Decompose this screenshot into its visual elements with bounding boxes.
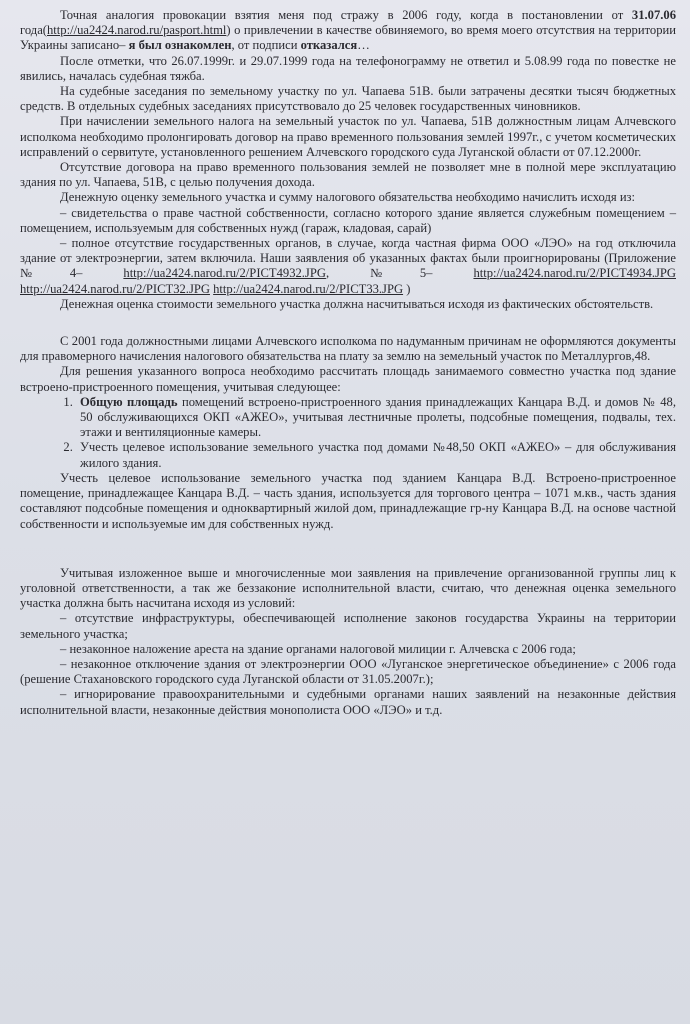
pict4934-link[interactable]: http://ua2424.narod.ru/2/PICT4934.JPG (473, 266, 676, 281)
spacer (20, 532, 676, 566)
date-bold: 31.07.06 (631, 8, 676, 22)
text: №5– (370, 266, 433, 281)
condition-item: – отсутствие инфраструктуры, обеспечивающей исполнение законов государства Украины на территории земельного участка; (20, 611, 676, 641)
text: Учесть целевое использование земельного участка под домами №48,50 ОКП «АЖЕО» – для обслуживания жилого здания. (80, 440, 676, 470)
paragraph-certificate: – свидетельства о праве частной собственности, согласно которого здание является служебным помещением – помещением, используемым для собственных нужд (гараж, кладовая, сарай) (20, 205, 676, 235)
paragraph-contract: Отсутствие договора на право временного пользования землей не позволяет мне в полной мере эксплуатацию здания по ул. Чапаева, 51В, с целью получения дохода. (20, 160, 676, 190)
text: помещений встроено-пристроенного здания принадлежащих Канцара В.Д. и домов № 48, 50 обслуживающихся ОКП «АЖЕО», учитывая лестничные пролеты, подсобные помещения, подвалы, тех. этажи и вентиляционные камеры. (80, 394, 676, 440)
pict33-link[interactable]: http://ua2424.narod.ru/2/PICT33.JPG (213, 281, 404, 296)
paragraph-valuation: Денежную оценку земельного участка и сумму налогового обязательства необходимо начислить исходя из: (60, 190, 636, 205)
text: года( (20, 23, 47, 38)
paragraph-court: На судебные заседания по земельному участку по ул. Чапаева 51В. были затрачены десятки тысяч бюджетных средств. В отдельных судебных заседаниях присутствовало до 25 человек государственных чиновников. (20, 84, 676, 114)
pict4932-link[interactable]: http://ua2424.narod.ru/2/PICT4932.JPG (123, 266, 326, 281)
list-item (76, 440, 676, 470)
text: , (325, 266, 330, 281)
paragraph-conclusion: Учитывая изложенное выше и многочисленные мои заявления на привлечение организованной группы лиц к уголовной ответственности, а так же беззаконие исполнительной власти, считаю, что денежная оценка земельного участка должна быть насчитана исходя из условий: (20, 565, 676, 611)
text: моего отсутствия на территории Украины записано– (20, 23, 677, 53)
condition-item: – незаконное отключение здания от электроэнергии ООО «Луганское энергетическое объединение» с 2006 года (решение Стахановского городского суда Луганской области от 31.05.2007г.); (20, 656, 676, 687)
paragraph-land-tax: При начислении земельного налога на земельный участок по ул. Чапаева, 51В должностным лицам Алчевского исполкома необходимо пролонгировать договор на право временного пользования землей 1997г., с учетом косметических исправлений о сервитуте, установленного решением Алчевского городского суда Луганской области от 07.12.2000г. (20, 114, 676, 159)
paragraph-solution: Для решения указанного вопроса необходимо рассчитать площадь занимаемого совместно участка под здание встроено-пристроенного помещения, учитывая следующее: (20, 364, 676, 394)
bold-text: отказался (300, 38, 358, 53)
text: ) о привлечении в качестве обвиняемого, во время (226, 23, 499, 38)
condition-item: – игнорирование правоохранительными и судебными органами наших заявлений на незаконные действия исполнительной власти, незаконные действия монополиста ООО «ЛЭО» и т.д. (20, 687, 676, 717)
text: , от подписи (231, 38, 301, 53)
paragraph-2001: С 2001 года должностными лицами Алчевского исполкома по надуманным причинам не оформляются документы для правомерного начисления налогового обязательства на плату за землю на земельный участок по Металлургов,48. (20, 334, 676, 364)
text: … (357, 38, 370, 53)
spacer (20, 312, 676, 334)
numbered-list (20, 395, 676, 471)
bold-text: Общую площадь (80, 394, 178, 409)
text: Точная аналогия провокации взятия меня под стражу в 2006 году, когда в постановлении от (60, 8, 624, 22)
condition-item: – незаконное наложение ареста на здание органами налоговой милиции г. Алчевска с 2006 года; (60, 641, 576, 656)
text: – полное отсутствие государственных органов, в случае, когда частная фирма ООО «ЛЭО» на год отключила здание от электроэнергии, затем включила. Наши заявления об указанных фактах были проигнорированы (Приложение №4– (20, 236, 676, 281)
paragraph-actual: Денежная оценка стоимости земельного участка должна насчитываться исходя из фактических обстоятельств. (60, 296, 654, 311)
bold-text: я был ознакомлен (128, 38, 232, 53)
paragraph-kantsara: Учесть целевое использование земельного участка под зданием Канцара В.Д. Встроено-пристроенное помещение, принадлежащее Канцара В.Д. – часть здания, используется для торгового центра – 1071 м.кв., часть здания составляют подсобные помещения и одноквартирный жилой дом, принадлежащие гр-ну Канцара В.Д. на основе частной собственности и используемые им для собственных нужд. (20, 470, 676, 531)
pict32-link[interactable]: http://ua2424.narod.ru/2/PICT32.JPG (20, 281, 210, 296)
paragraph-phone: После отметки, что 26.07.1999г. и 29.07.1999 года на телефонограмму не ответил и 5.08.99 года по повестке не явились, началась судебная тяжба. (20, 53, 676, 83)
paragraph-leo (20, 236, 676, 297)
text: ) (403, 281, 411, 296)
paragraph-provocation (20, 8, 676, 54)
list-item (76, 395, 676, 441)
passport-link[interactable]: http://ua2424.narod.ru/pasport.html (46, 23, 227, 38)
